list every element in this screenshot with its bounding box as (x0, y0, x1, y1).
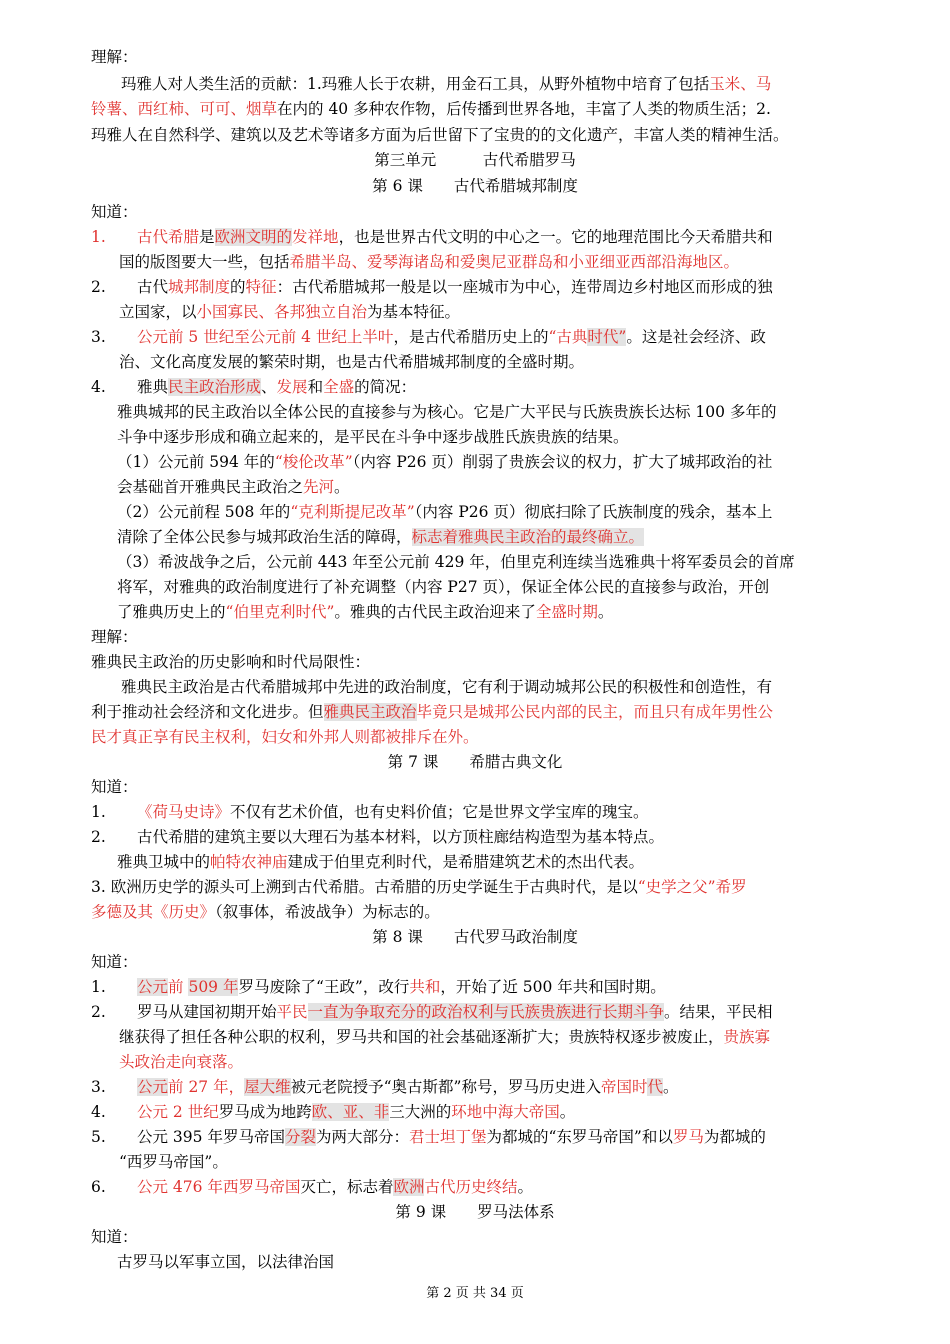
lesson-heading: 第 6 课 古代希腊城邦制度 (372, 177, 578, 195)
paragraph-line: 了雅典历史上的“伯里克利时代”。雅典的古代民主政治迎来了全盛时期。 (117, 603, 614, 621)
lesson-heading: 第 9 课 罗马法体系 (395, 1203, 555, 1221)
list-number: 1. (91, 803, 106, 821)
list-item: 5. 公元 395 年罗马帝国分裂为两大部分：君士坦丁堡为都城的“东罗马帝国”和以罗马为都城的 (91, 1128, 766, 1146)
list-item: 3. 公元前 5 世纪至公元前 4 世纪上半叶，是古代希腊历史上的“古典时代”。这是社会经济、政 (91, 328, 766, 346)
label-understand: 理解： (91, 48, 138, 66)
paragraph-line: （2）公元前程 508 年的“克利斯提尼改革”（内容 P26 页）彻底扫除了氏族制度的残余，基本上 (117, 503, 773, 521)
list-item: 4. 雅典民主政治形成、发展和全盛的简况： (91, 378, 417, 396)
list-number: 2. (91, 828, 106, 846)
list-item-cont: 立国家，以小国寡民、各邦独立自治为基本特征。 (119, 303, 461, 321)
label-know: 知道： (91, 203, 138, 221)
list-item-cont: 继获得了担任各种公职的权利，罗马共和国的社会基础逐渐扩大；贵族特权逐步被废止，贵族寡 (119, 1028, 771, 1046)
page-footer: 第 2 页 共 34 页 (426, 1286, 524, 1301)
list-item-cont: 头政治走向衰落。 (119, 1053, 244, 1071)
label-know: 知道： (91, 953, 138, 971)
paragraph-line: 雅典民主政治的历史影响和时代局限性： (91, 653, 371, 671)
paragraph-line: 铃薯、西红柿、可可、烟草在内的 40 多种农作物，后传播到世界各地，丰富了人类的物质生活；2. (91, 100, 771, 118)
list-item-cont: 国的版图要大一些，包括希腊半岛、爱琴海诸岛和爱奥尼亚群岛和小亚细亚西部沿海地区。 (119, 253, 740, 271)
list-item: 6. 公元 476 年西罗马帝国灭亡，标志着欧洲古代历史终结。 (91, 1178, 534, 1196)
list-item: 4. 公元 2 世纪罗马成为地跨欧、亚、非三大洲的环地中海大帝国。 (91, 1103, 576, 1121)
paragraph-line: （1）公元前 594 年的“梭伦改革”（内容 P26 页）削弱了贵族会议的权力，扩大了城邦政治的社 (117, 453, 773, 471)
paragraph-line: 玛雅人在自然科学、建筑以及艺术等诸多方面为后世留下了宝贵的的文化遗产，丰富人类的精神生活。 (91, 126, 789, 144)
list-item-cont: “西罗马帝国”。 (119, 1153, 228, 1171)
label-know: 知道： (91, 1228, 138, 1246)
list-number: 1. (91, 228, 106, 246)
list-item: 1. 《荷马史诗》不仅有艺术价值，也有史料价值；它是世界文学宝库的瑰宝。 (91, 803, 649, 821)
list-number: 3. (91, 1078, 106, 1096)
label-know: 知道： (91, 778, 138, 796)
list-item: 2. 古代希腊的建筑主要以大理石为基本材料，以方顶柱廊结构造型为基本特点。 (91, 828, 665, 846)
list-number: 4. (91, 378, 106, 396)
lesson-heading: 第 8 课 古代罗马政治制度 (372, 928, 578, 946)
list-item: 2. 古代城邦制度的特征：古代希腊城邦一般是以一座城市为中心，连带周边乡村地区而形成的独 (91, 278, 773, 296)
list-number: 2. (91, 278, 106, 296)
list-item-cont: 多德及其《历史》（叙事体，希波战争）为标志的。 (91, 903, 440, 921)
paragraph-line: 清除了全体公民参与城邦政治生活的障碍，标志着雅典民主政治的最终确立。 (117, 528, 645, 546)
list-item: 2. 罗马从建国初期开始平民一直为争取充分的政治权利与氏族贵族进行长期斗争。结果，平民相 (91, 1003, 773, 1021)
list-number: 2. (91, 1003, 106, 1021)
paragraph-line: 雅典民主政治是古代希腊城邦中先进的政治制度，它有利于调动城邦公民的积极性和创造性，有 (121, 678, 773, 696)
lesson-heading: 第 7 课 希腊古典文化 (387, 753, 563, 771)
paragraph-line: 古罗马以军事立国，以法律治国 (117, 1253, 335, 1271)
list-item: 1. 公元前 509 年罗马废除了“王政”，改行共和，开始了近 500 年共和国时期。 (91, 978, 666, 996)
list-number: 1. (91, 978, 106, 996)
list-item-cont: 治、文化高度发展的繁荣时期，也是古代希腊城邦制度的全盛时期。 (119, 353, 585, 371)
list-number: 6. (91, 1178, 106, 1196)
paragraph-line: 雅典卫城中的帕特农神庙建成于伯里克利时代，是希腊建筑艺术的杰出代表。 (117, 853, 645, 871)
paragraph-line: 民才真正享有民主权利，妇女和外邦人则都被排斥在外。 (91, 728, 479, 746)
list-number: 5. (91, 1128, 106, 1146)
paragraph-line: 会基础首开雅典民主政治之先河。 (117, 478, 350, 496)
list-item: 3. 公元前 27 年，屋大维被元老院授予“奥古斯都”称号，罗马历史进入帝国时代。 (91, 1078, 679, 1096)
list-item: 3. 欧洲历史学的源头可上溯到古代希腊。古希腊的历史学诞生于古典时代，是以“史学之父”希罗 (91, 878, 747, 896)
paragraph-line: 利于推动社会经济和文化进步。但雅典民主政治毕竟只是城邦公民内部的民主，而且只有成年男性公 (91, 703, 774, 721)
paragraph-line: （3）希波战争之后，公元前 443 年至公元前 429 年，伯里克利连续当选雅典十将军委员会的首席 (117, 553, 795, 571)
list-number: 3. (91, 328, 106, 346)
paragraph-line: 玛雅人对人类生活的贡献：1.玛雅人长于农耕，用金石工具，从野外植物中培育了包括玉米、马 (121, 75, 772, 93)
list-item: 1. 古代希腊是欧洲文明的发祥地，也是世界古代文明的中心之一。它的地理范围比今天希腊共和 (91, 228, 773, 246)
list-number: 4. (91, 1103, 106, 1121)
unit-heading: 第三单元 古代希腊罗马 (374, 151, 576, 169)
paragraph-line: 将军，对雅典的政治制度进行了补充调整（内容 P27 页），保证全体公民的直接参与政治，开创 (117, 578, 770, 596)
paragraph-line: 斗争中逐步形成和确立起来的，是平民在斗争中逐步战胜氏族贵族的结果。 (117, 428, 629, 446)
label-understand: 理解： (91, 628, 138, 646)
paragraph-line: 雅典城邦的民主政治以全体公民的直接参与为核心。它是广大平民与氏族贵族长达标 100 多年的 (117, 403, 777, 421)
